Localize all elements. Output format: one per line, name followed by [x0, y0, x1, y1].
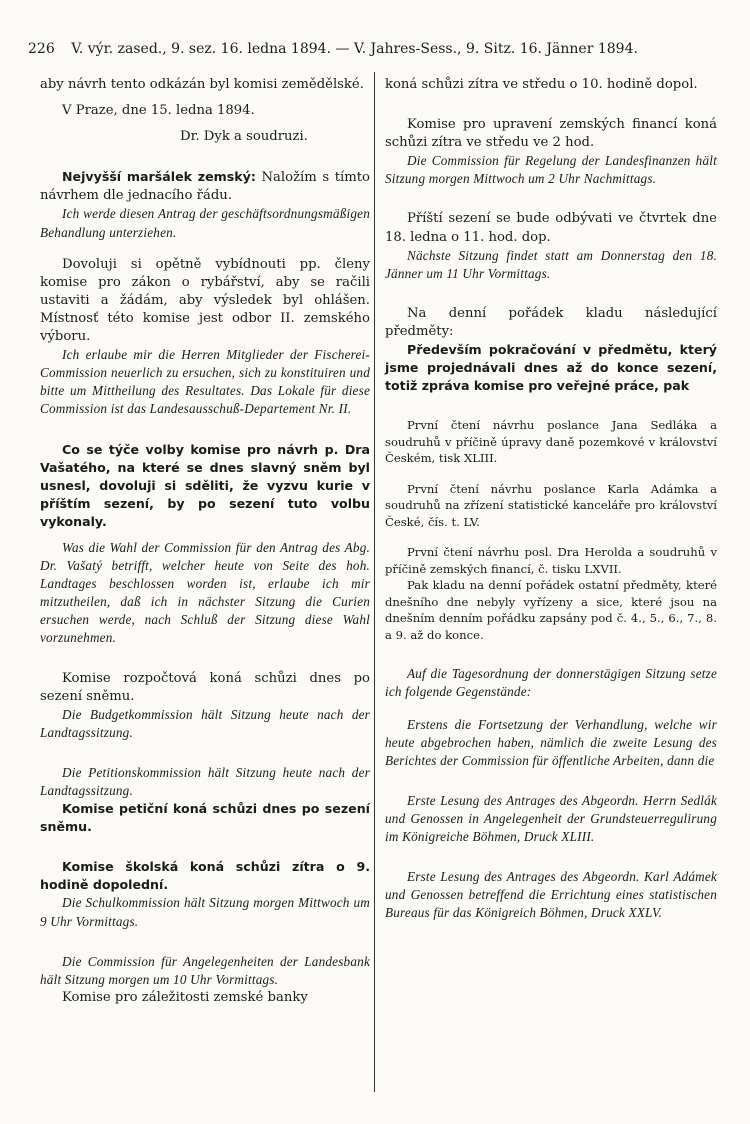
paragraph: Pak kladu na denní pořádek ostatní předměty, které dnešního dne nebyly vyřízeny a sice, které jsou na dnešním denním pořádku zapsány pod č. 4., 5., 6., 7., 8. a 9. až do konce. — [385, 578, 717, 642]
paragraph-bold: Komise školská koná schůzi zítra o 9. hodině dopolední. — [40, 859, 370, 893]
paragraph: Na denní pořádek kladu následující předměty: — [385, 305, 717, 339]
speaker-name: Nejvyšší maršálek zemský: — [62, 169, 256, 185]
paragraph-german: Erste Lesung des Antrages des Abgeordn. Karl Adámek und Genossen betreffend die Errichtung eines statistischen Bureaus für das Königreich Böhmen, Druck XXLV. — [385, 869, 717, 921]
signature: Dr. Dyk a soudruzi. — [180, 129, 308, 145]
agenda-item: První čtení návrhu posl. Dra Herolda a soudruhů v příčině zemských financí, č. tisku LXVII. — [385, 545, 717, 576]
date-line: V Praze, dne 15. ledna 1894. — [62, 103, 255, 119]
paragraph-german: Die Petitionskommission hält Sitzung heute nach der Landtagssitzung. — [40, 764, 370, 798]
paragraph-german: Erste Lesung des Antrages des Abgeordn. Herrn Sedlák und Genossen in Angelegenheit der Grundsteuerregulirung im Königreiche Böhmen, Druck XLIII. — [385, 792, 717, 844]
paragraph: Komise pro záležitosti zemské banky — [62, 989, 308, 1005]
speaker-text: Naložím s tímto návrhem dle jednacího řádu. — [40, 170, 370, 204]
paragraph-german: Nächste Sitzung findet statt am Donnerstag den 18. Jänner um 11 Uhr Vormittags. — [385, 247, 717, 281]
right-column — [385, 76, 717, 922]
paragraph: aby návrh tento odkázán byl komisi zemědělské. — [40, 77, 364, 92]
paragraph-german: Die Budgetkommission hält Sitzung heute nach der Landtagssitzung. — [40, 706, 370, 740]
paragraph-german: Die Commission für Angelegenheiten der Landesbank hält Sitzung morgen um 10 Uhr Vormittags. — [40, 953, 370, 987]
paragraph-german: Die Commission für Regelung der Landesfinanzen hält Sitzung morgen Mittwoch um 2 Uhr Nachmittags. — [385, 153, 717, 187]
paragraph-german: Was die Wahl der Commission für den Antrag des Abg. Dr. Vašatý betrifft, welcher heute von Seite des hoh. Landtages beschlossen worden ist, erlaube ich mir mitzutheilen, daß ich in nächster Sitzung die Curien ersuchen werde, nach Schluß der Sitzung diese Wahl vorzunehmen. — [40, 539, 370, 646]
left-column — [40, 76, 370, 1007]
agenda-item: První čtení návrhu poslance Jana Sedláka a soudruhů v příčině úpravy daně pozemkové v království Českém, tisk XLIII. — [385, 418, 717, 466]
page-number: 226 — [28, 41, 55, 57]
paragraph-bold: Především pokračování v předmětu, který jsme projednávali dnes až do konce sezení, totiž zpráva komise pro veřejné práce, pak — [385, 342, 717, 394]
paragraph-german: Erstens die Fortsetzung der Verhandlung, welche wir heute abgebrochen haben, nämlich die zweite Lesung des Berichtes der Commission für öffentliche Arbeiten, dann die — [385, 716, 717, 768]
paragraph: koná schůzi zítra ve středu o 10. hodině dopol. — [385, 77, 698, 92]
paragraph: Komise pro upravení zemských financí koná schůzi zítra ve středu ve 2 hod. — [385, 117, 717, 151]
paragraph-german: Die Schulkommission hält Sitzung morgen Mittwoch um 9 Uhr Vormittags. — [40, 895, 370, 929]
paragraph: Příští sezení se bude odbývati ve čtvrtek dne 18. ledna o 11. hod. dop. — [385, 211, 717, 245]
paragraph: Komise rozpočtová koná schůzi dnes po sezení sněmu. — [40, 670, 370, 704]
paragraph-bold: Komise petiční koná schůzi dnes po sezení sněmu. — [40, 801, 370, 835]
paragraph-german: Ich werde diesen Antrag der geschäftsordnungsmäßigen Behandlung unterziehen. — [40, 206, 370, 240]
paragraph-german: Auf die Tagesordnung der donnerstägigen Sitzung setze ich folgende Gegenstände: — [385, 666, 717, 700]
speaker-paragraph — [40, 168, 370, 205]
page-header — [28, 38, 722, 60]
running-header: V. výr. zased., 9. sez. 16. ledna 1894. — V. Jahres-Sess., 9. Sitz. 16. Jänner 1894. — [71, 41, 638, 57]
paragraph-german: Ich erlaube mir die Herren Mitglieder der Fischerei-Commission neuerlich zu ersuchen, sich zu konstituiren und bitte um Mittheilung des Resultates. Das Lokale für diese Commission ist das Landesausschuß-Departement Nr. II. — [40, 347, 370, 417]
paragraph-bold: Co se týče volby komise pro návrh p. Dra Vašatého, na které se dnes slavný sněm byl usnesl, dovoluji si sděliti, že vyzvu kurie v příštím sezení, by po sezení tuto volbu vykonaly. — [40, 441, 370, 529]
column-divider — [374, 72, 375, 1092]
paragraph: Dovoluji si opětně vybídnouti pp. členy komise pro zákon o rybářství, aby se račili ustaviti a žádám, aby výsledek byl ohlášen. Místnosť této komise jest odbor II. zemského výboru. — [40, 256, 370, 345]
agenda-item: První čtení návrhu poslance Karla Adámka a soudruhů na zřízení statistické kanceláře pro království České, čís. t. LV. — [385, 481, 717, 529]
